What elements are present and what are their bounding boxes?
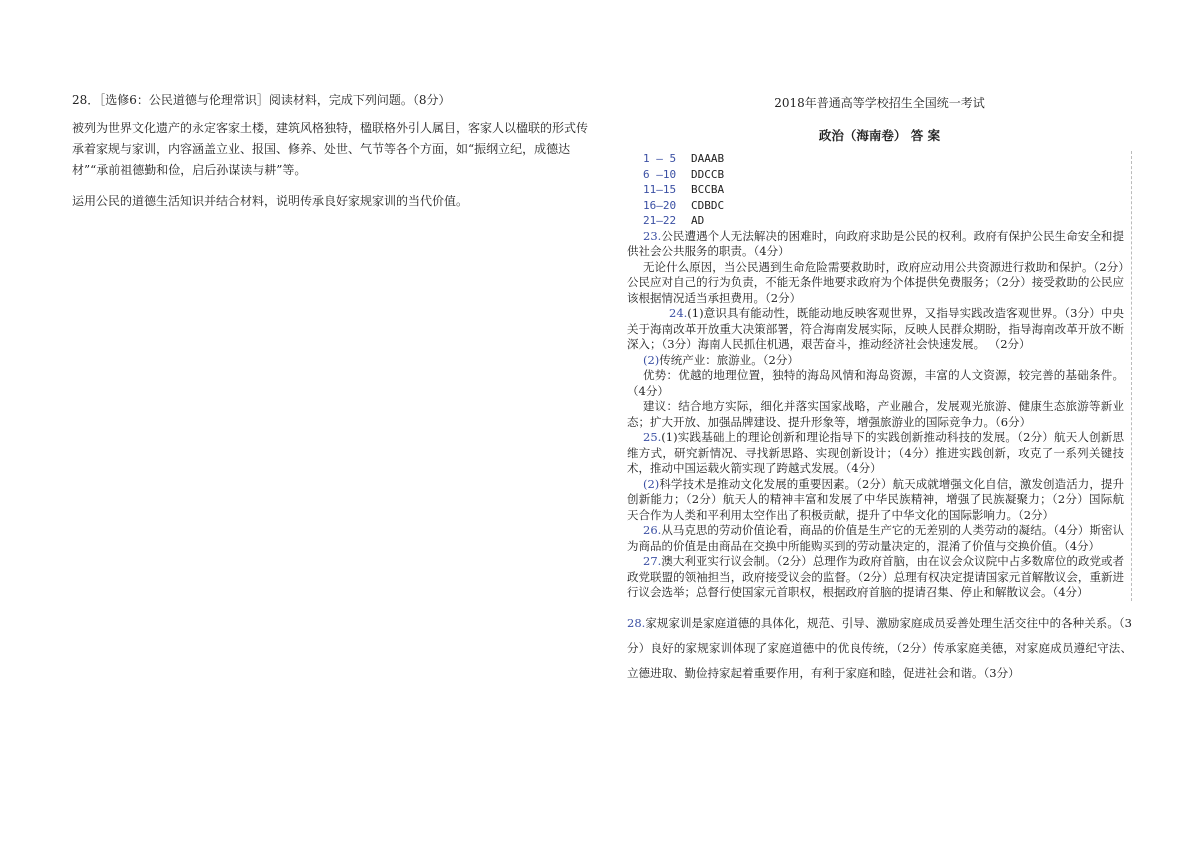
answer-text: (1)实践基础上的理论创新和理论指导下的实践创新推动科技的发展。（2分）航天人创新思维方式，研究新情况、寻找新思路、实现创新设计；（4分）推进实践创新，攻克了一系列关键技术，推动中国运载火箭实现了跨越式发展。（4分） — [627, 430, 1124, 475]
answer-26-p1 — [627, 523, 1124, 554]
answer-text: 传统产业：旅游业。（2分） — [659, 352, 799, 367]
answer-24-p2 — [627, 353, 1124, 369]
mc-range: 1 — 5 — [643, 152, 677, 165]
mc-range: 21—22 — [643, 214, 677, 227]
mc-range: 16—20 — [643, 198, 677, 212]
mc-answers: BCCBA — [691, 183, 725, 196]
answer-number: 28. — [627, 615, 646, 630]
answer-block — [627, 151, 1132, 601]
answer-number: 27. — [643, 554, 662, 568]
mc-row — [627, 182, 1124, 198]
question-material: 被列为世界文化遗产的永定客家土楼，建筑风格独特，楹联格外引人属目，客家人以楹联的形式传承着家规与家训，内容涵盖立业、报国、修养、处世、气节等各个方面，如“振纲立纪，成德达材”“承前祖德勤和俭，启后孙谋读与耕”等。 — [72, 121, 589, 177]
answer-text: 科学技术是推动文化发展的重要因素。（2分）航天成就增强文化自信，激发创造活力，提升创新能力；（2分）航天人的精神丰富和发展了中华民族精神，增强了民族凝聚力；（2分）国际航天合作为人类和平利用太空作出了积极贡献，提升了中华文化的国际影响力。（2分） — [627, 476, 1124, 522]
answer-24-p3: 优势：优越的地理位置，独特的海岛风情和海岛资源，丰富的人文资源，较完善的基础条件。（4分） — [627, 368, 1124, 398]
answer-number: (2) — [643, 476, 660, 491]
answer-25-p2 — [627, 477, 1124, 524]
answer-text: 澳大利亚实行议会制。（2分）总理作为政府首脑，由在议会众议院中占多数席位的政党或者政党联盟的领袖担当，政府接受议会的监督。（2分）总理有权决定提请国家元首解散议会，重新进行议会选举；总督行使国家元首职权，根据政府首脑的提请召集、停止和解散议会。（4分） — [627, 554, 1124, 599]
answer-number: 23. — [643, 228, 662, 243]
exam-title: 2018年普通高等学校招生全国统一考试 — [774, 96, 985, 110]
mc-range: 11—15 — [643, 183, 677, 196]
mc-answers: DDCCB — [691, 167, 725, 181]
mc-range: 6 —10 — [643, 167, 677, 181]
mc-row — [627, 151, 1124, 167]
answer-24-p4: 建议：结合地方实际，细化并落实国家战略，产业融合，发展观光旅游、健康生态旅游等新业态；扩大开放、加强品牌建设、提升形象等，增强旅游业的国际竞争力。（6分） — [627, 399, 1124, 429]
answer-28-p1 — [627, 611, 1132, 686]
answer-text: 家规家训是家庭道德的具体化，规范、引导、激励家庭成员妥善处理生活交往中的各种关系。（3分）良好的家规家训体现了家庭道德中的优良传统，（2分）传承家庭美德，对家庭成员遵纪守法、立德进取、勤俭持家起着重要作用，有利于家庭和睦，促进社会和谐。（3分） — [627, 615, 1132, 680]
question-column — [72, 90, 592, 212]
answer-number: 26. — [643, 523, 662, 537]
mc-answers: AD — [691, 214, 705, 227]
mc-answers: DAAAB — [691, 152, 725, 165]
dashed-divider — [1131, 151, 1132, 601]
answer-23-p1 — [627, 229, 1124, 260]
mc-answers: CDBDC — [691, 198, 725, 212]
answer-column — [627, 96, 1132, 686]
answer-text: (1)意识具有能动性，既能动地反映客观世界，又指导实践改造客观世界。（3分）中央关于海南改革开放重大决策部署，符合海南发展实际，反映人民群众期盼，指导海南改革开放不断深入；（3分）海南人民抓住机遇，艰苦奋斗，推动经济社会快速发展。 （2分） — [627, 306, 1124, 351]
mc-row — [627, 198, 1124, 214]
question-heading: 28．［选修6：公民道德与伦理常识］阅读材料，完成下列问题。（8分） — [72, 93, 451, 107]
mc-row — [627, 213, 1124, 229]
answer-27-p1 — [627, 554, 1124, 601]
answer-23-p2: 无论什么原因，当公民遇到生命危险需要救助时，政府应动用公共资源进行救助和保护。（2分）公民应对自己的行为负责，不能无条件地要求政府为个体提供免费服务；（2分）接受救助的公民应该根据情况适当承担费用。（2分） — [627, 259, 1124, 305]
question-prompt: 运用公民的道德生活知识并结合材料，说明传承良好家规家训的当代价值。 — [72, 194, 469, 208]
answer-text: 从马克思的劳动价值论看，商品的价值是生产它的无差别的人类劳动的凝结。（4分）斯密认为商品的价值是由商品在交换中所能购买到的劳动量决定的，混淆了价值与交换价值。（4分） — [627, 523, 1124, 553]
answer-key-title: 政治（海南卷） 答 案 — [818, 127, 941, 143]
mc-row — [627, 167, 1124, 183]
answer-25-p1 — [627, 430, 1124, 477]
answer-number: 25. — [643, 430, 662, 444]
answer-number: 24. — [669, 306, 688, 320]
answer-24-p1 — [627, 306, 1124, 353]
answer-number: (2) — [643, 352, 660, 367]
answer-text: 公民遭遇个人无法解决的困难时，向政府求助是公民的权利。政府有保护公民生命安全和提供社会公共服务的职责。（4分） — [627, 228, 1124, 258]
